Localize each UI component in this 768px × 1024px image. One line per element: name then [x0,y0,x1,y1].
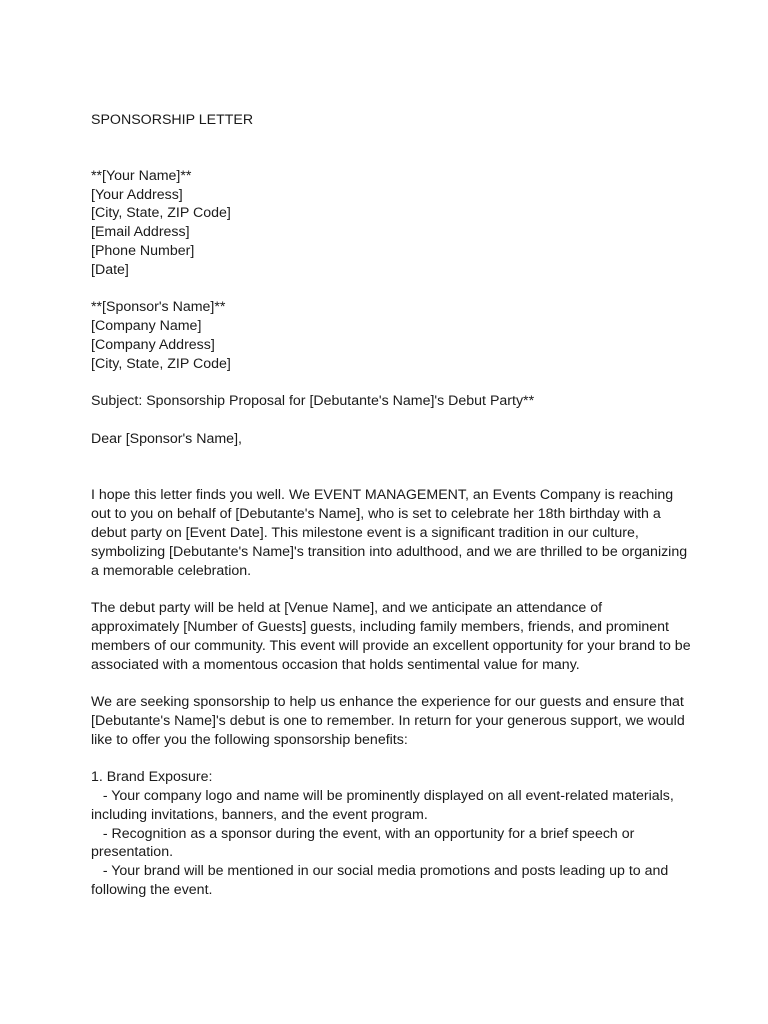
company-name: [Company Name] [91,318,202,335]
sender-city-state-zip: [City, State, ZIP Code] [91,205,231,222]
salutation: Dear [Sponsor's Name], [91,430,242,447]
paragraph-line: The debut party will be held at [Venue Name], and we anticipate an attendance of [91,600,603,617]
paragraph-line: out to you on behalf of [Debutante's Name], who is set to celebrate her 18th birthday with a [91,506,661,523]
paragraph-line: associated with a momentous occasion that holds sentimental value for many. [91,656,580,673]
letter-title: SPONSORSHIP LETTER [91,112,254,128]
paragraph-line: like to offer you the following sponsorship benefits: [91,731,408,748]
benefit-item: including invitations, banners, and the event program. [91,806,428,823]
letter-date: [Date] [91,261,129,278]
sender-phone: [Phone Number] [91,242,195,259]
sender-address-block [91,167,691,280]
paragraph-line: a memorable celebration. [91,562,252,579]
sender-address: [Your Address] [91,186,183,203]
paragraph-request [91,693,691,749]
benefit-item: - Your company logo and name will be prominently displayed on all event-related materials, [91,788,674,805]
sponsor-name: **[Sponsor's Name]** [91,299,226,316]
benefits-list [91,768,691,900]
subject-line: Subject: Sponsorship Proposal for [Debutante's Name]'s Debut Party** [91,393,535,410]
sender-name: **[Your Name]** [91,167,192,184]
paragraph-line: debut party on [Event Date]. This milestone event is a significant tradition in our culture, [91,524,639,541]
paragraph-line: approximately [Number of Guests] guests, including family members, friends, and prominent [91,618,670,635]
paragraph-line: [Debutante's Name]'s debut is one to remember. In return for your generous support, we would [91,712,685,729]
benefit-item: presentation. [91,844,174,861]
paragraph-line: I hope this letter finds you well. We EVENT MANAGEMENT, an Events Company is reaching [91,487,674,504]
benefit-item: - Your brand will be mentioned in our social media promotions and posts leading up to and [91,863,669,880]
recipient-address-block [91,298,691,373]
benefit-heading: 1. Brand Exposure: [91,769,213,786]
benefit-item: - Recognition as a sponsor during the event, with an opportunity for a brief speech or [91,825,635,842]
paragraph-line: symbolizing [Debutante's Name]'s transition into adulthood, and we are thrilled to be organizing [91,543,688,560]
paragraph-intro [91,486,691,580]
letter-page [91,111,691,900]
paragraph-line: members of our community. This event will provide an excellent opportunity for your brand to be [91,637,691,654]
paragraph-venue [91,599,691,674]
sender-email: [Email Address] [91,224,190,241]
company-address: [Company Address] [91,336,215,353]
recipient-city-state-zip: [City, State, ZIP Code] [91,355,231,372]
benefit-item: following the event. [91,882,213,899]
paragraph-line: We are seeking sponsorship to help us enhance the experience for our guests and ensure that [91,694,684,711]
